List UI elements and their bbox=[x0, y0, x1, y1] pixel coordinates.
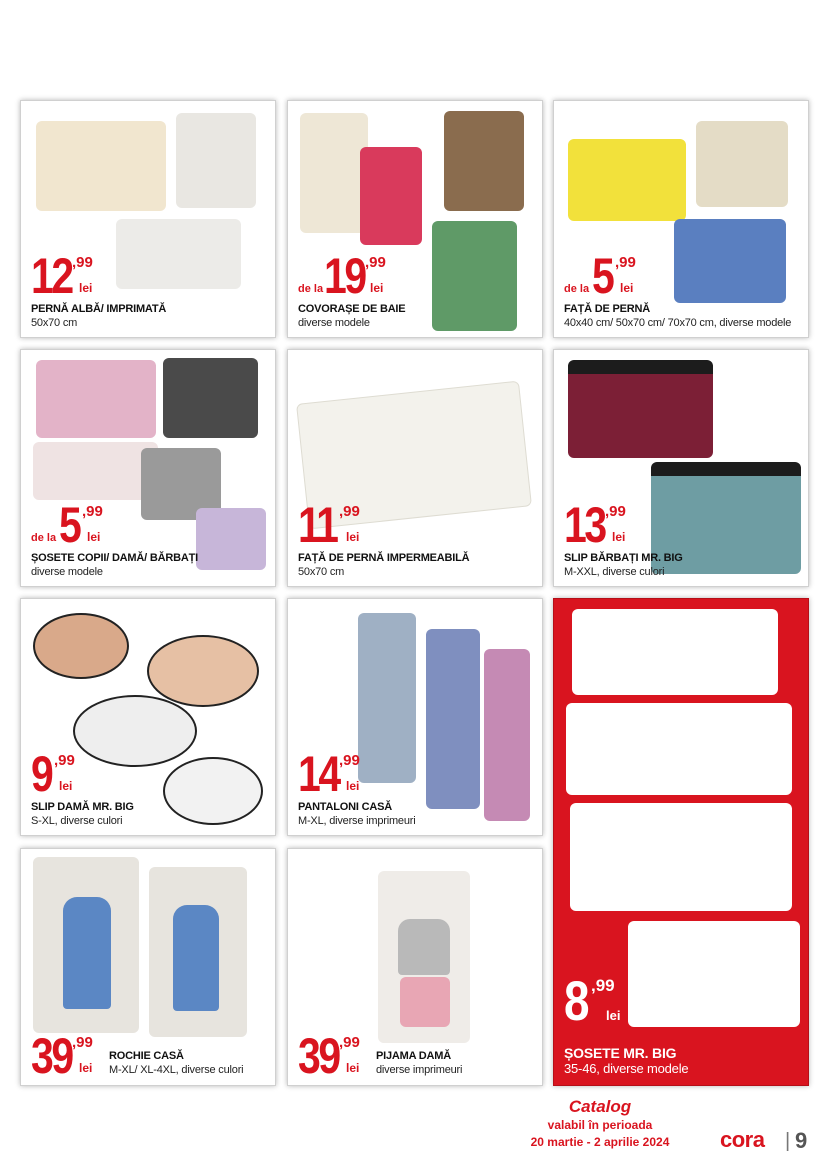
product-title: ROCHIE CASĂ bbox=[109, 1050, 184, 1062]
product-subtitle: 50x70 cm bbox=[31, 317, 78, 329]
price-decimals: ,99 bbox=[72, 254, 93, 271]
price bbox=[31, 1029, 121, 1084]
price bbox=[564, 498, 664, 553]
product-subtitle: M-XL/ XL-4XL, diverse culori bbox=[109, 1064, 244, 1076]
price bbox=[298, 498, 398, 553]
navy-socks-image bbox=[570, 803, 792, 911]
dress-model-front bbox=[63, 897, 111, 1009]
product-subtitle: diverse modele bbox=[298, 317, 370, 329]
price-integer: 9 bbox=[31, 746, 52, 802]
pajama-bottom bbox=[400, 977, 450, 1027]
product-subtitle: M-XL, diverse imprimeuri bbox=[298, 815, 416, 827]
womens-brief-beige-image bbox=[147, 635, 259, 707]
price bbox=[298, 249, 408, 304]
price-integer: 19 bbox=[324, 248, 365, 304]
bath-mat-green-image bbox=[432, 221, 517, 331]
price-currency: lei bbox=[87, 530, 101, 544]
bath-mat-beige-image bbox=[300, 113, 368, 233]
price-currency: lei bbox=[612, 530, 626, 544]
lounge-pants-checked-image bbox=[426, 629, 480, 809]
womens-brief-white-back-image bbox=[163, 757, 263, 825]
price-decimals: ,99 bbox=[339, 752, 360, 769]
product-subtitle: M-XXL, diverse culori bbox=[564, 566, 665, 578]
catalog-label: Catalog bbox=[568, 1097, 632, 1116]
price bbox=[31, 498, 131, 553]
price-decimals: ,99 bbox=[365, 254, 386, 271]
product-card-fata-perna bbox=[553, 100, 809, 338]
product-card-covorase-baie bbox=[287, 100, 543, 338]
price bbox=[564, 969, 664, 1032]
pillowcase-yellow-image bbox=[568, 139, 686, 221]
price-decimals: ,99 bbox=[72, 1034, 93, 1051]
price-prefix: de la bbox=[298, 283, 324, 295]
page-separator: | bbox=[785, 1130, 791, 1152]
product-card-perna-alba bbox=[20, 100, 276, 338]
product-title: ȘOSETE MR. BIG bbox=[564, 1045, 677, 1061]
product-subtitle: 40x40 cm/ 50x70 cm/ 70x70 cm, diverse modele bbox=[564, 317, 792, 329]
product-title: PERNĂ ALBĂ/ IMPRIMATĂ bbox=[31, 303, 167, 315]
price-integer: 39 bbox=[298, 1028, 339, 1084]
product-card-pantaloni-casa bbox=[287, 598, 543, 836]
product-card-slip-dama bbox=[20, 598, 276, 836]
price-currency: lei bbox=[79, 1061, 93, 1075]
price-currency: lei bbox=[346, 1061, 360, 1075]
price-currency: lei bbox=[59, 779, 73, 793]
product-card-slip-barbati bbox=[553, 349, 809, 587]
product-card-sosete bbox=[20, 349, 276, 587]
price-integer: 13 bbox=[564, 497, 605, 553]
no-show-socks-image bbox=[196, 508, 266, 570]
product-title: COVORAȘE DE BAIE bbox=[298, 303, 406, 315]
product-card-rochie-casa bbox=[20, 848, 276, 1086]
price-currency: lei bbox=[620, 281, 634, 295]
product-title: PIJAMA DAMĂ bbox=[376, 1050, 452, 1062]
product-card-sosete-mr-big bbox=[553, 598, 809, 1086]
price-currency: lei bbox=[606, 1008, 621, 1023]
price bbox=[31, 747, 131, 802]
mens-brief-burgundy-image bbox=[568, 360, 713, 458]
product-title: PANTALONI CASĂ bbox=[298, 801, 392, 813]
price-integer: 11 bbox=[298, 497, 337, 553]
price-decimals: ,99 bbox=[591, 976, 615, 995]
womens-brief-black-image bbox=[33, 613, 129, 679]
pillowcase-floral-image bbox=[696, 121, 788, 207]
kids-socks-image bbox=[36, 360, 156, 438]
price-decimals: ,99 bbox=[615, 254, 636, 271]
price-prefix: de la bbox=[564, 283, 590, 295]
price-currency: lei bbox=[370, 281, 384, 295]
product-title: SLIP BĂRBAȚI MR. BIG bbox=[564, 552, 683, 564]
pillowcase-butterfly-image bbox=[674, 219, 786, 303]
price-integer: 8 bbox=[564, 969, 588, 1032]
white-ankle-socks-image bbox=[566, 703, 792, 795]
price-integer: 5 bbox=[59, 497, 80, 553]
validity-dates: 20 martie - 2 aprilie 2024 bbox=[530, 1135, 670, 1149]
price-decimals: ,99 bbox=[339, 503, 360, 520]
black-ankle-socks-image bbox=[572, 609, 778, 695]
product-card-fata-perna-impermeabila bbox=[287, 349, 543, 587]
pillow-white-image bbox=[176, 113, 256, 208]
lounge-pants-pink-image bbox=[484, 649, 530, 821]
product-title: SLIP DAMĂ MR. BIG bbox=[31, 801, 134, 813]
pillow-printed-image bbox=[36, 121, 166, 211]
product-title: FAȚĂ DE PERNĂ IMPERMEABILĂ bbox=[298, 552, 470, 564]
price-integer: 14 bbox=[298, 746, 339, 802]
dress-model-side bbox=[173, 905, 219, 1011]
price-decimals: ,99 bbox=[605, 503, 626, 520]
price-currency: lei bbox=[346, 779, 360, 793]
price-currency: lei bbox=[346, 530, 360, 544]
price-decimals: ,99 bbox=[339, 1034, 360, 1051]
price-prefix: de la bbox=[31, 532, 57, 544]
pajama-top bbox=[398, 919, 450, 975]
validity-label: valabil în perioada bbox=[547, 1118, 653, 1132]
product-title: FAȚĂ DE PERNĂ bbox=[564, 303, 651, 315]
price bbox=[31, 249, 131, 304]
price-integer: 5 bbox=[592, 248, 613, 304]
pillow-white-embossed-image bbox=[116, 219, 241, 289]
page-number: 9 bbox=[795, 1128, 808, 1153]
price-decimals: ,99 bbox=[54, 752, 75, 769]
product-subtitle: diverse imprimeuri bbox=[376, 1064, 463, 1076]
product-subtitle: 50x70 cm bbox=[298, 566, 345, 578]
cora-logo: cora bbox=[720, 1127, 765, 1152]
bath-mat-brown-image bbox=[444, 111, 524, 211]
product-subtitle: S-XL, diverse culori bbox=[31, 815, 123, 827]
tall-socks-image bbox=[163, 358, 258, 438]
ankle-socks-image bbox=[33, 442, 158, 500]
price bbox=[298, 1029, 388, 1084]
product-subtitle: diverse modele bbox=[31, 566, 103, 578]
price-integer: 39 bbox=[31, 1028, 72, 1084]
price bbox=[298, 747, 398, 802]
bath-mat-red-image bbox=[360, 147, 422, 245]
price-integer: 12 bbox=[31, 248, 72, 304]
product-card-pijama-dama bbox=[287, 848, 543, 1086]
price bbox=[564, 249, 664, 304]
price-decimals: ,99 bbox=[82, 503, 103, 520]
product-title: ȘOSETE COPII/ DAMĂ/ BĂRBAȚI bbox=[31, 552, 198, 564]
product-subtitle: 35-46, diverse modele bbox=[564, 1061, 689, 1076]
price-currency: lei bbox=[79, 281, 93, 295]
